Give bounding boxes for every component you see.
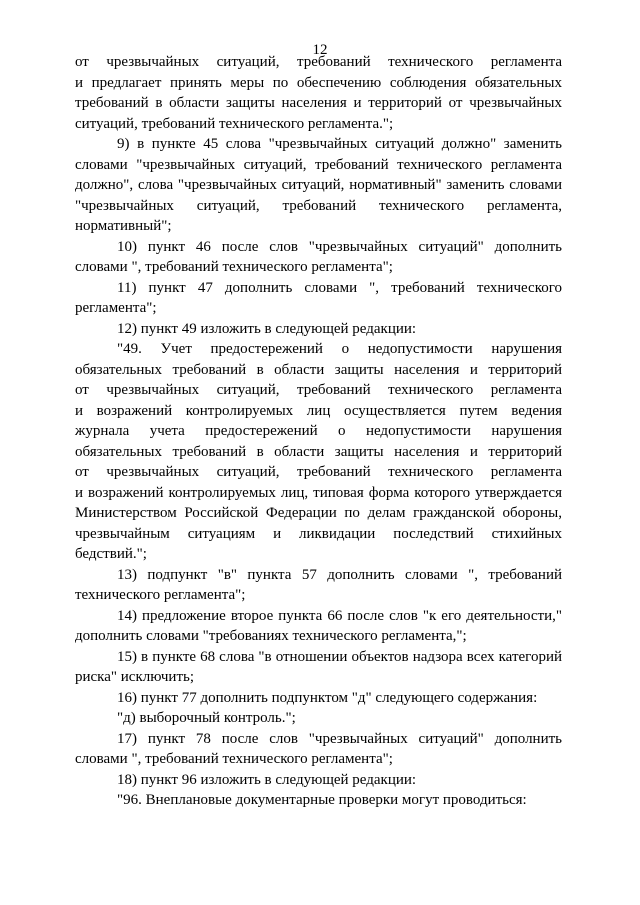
text-line: и возражений контролируемых лиц, типовая форма которого утверждается — [75, 484, 562, 501]
text-line: риска" исключить; — [75, 669, 195, 685]
text-line: ситуаций, требований технического регламента."; — [75, 115, 394, 132]
text-line: 17) пункт 78 после слов "чрезвычайных ситуаций" дополнить — [117, 730, 562, 747]
text-line: от чрезвычайных ситуаций, требований технического регламента — [75, 382, 562, 398]
text-line: технического регламента"; — [75, 587, 246, 603]
text-line: бедствий."; — [75, 546, 147, 562]
text-line: и возражений контролируемых лиц осуществляется путем ведения — [75, 402, 562, 419]
text-line: словами ", требований технического регламента"; — [75, 259, 393, 275]
text-line: "96. Внеплановые документарные проверки могут проводиться: — [117, 792, 527, 808]
text-line: 11) пункт 47 дополнить словами ", требований технического — [117, 279, 562, 296]
text-line: 13) подпункт "в" пункта 57 дополнить словами ", требований — [117, 566, 562, 583]
text-line: 10) пункт 46 после слов "чрезвычайных ситуаций" дополнить — [117, 238, 562, 255]
text-line: должно", слова "чрезвычайных ситуаций, нормативный" заменить словами — [75, 177, 562, 193]
text-line: словами ", требований технического регламента"; — [75, 751, 393, 767]
text-line: 18) пункт 96 изложить в следующей редакции: — [117, 771, 417, 788]
text-line: словами "чрезвычайных ситуаций, требований технического регламента — [75, 156, 562, 173]
text-line: обязательных требований в области защиты населения и территорий — [75, 361, 562, 378]
text-line: журнала учета предостережений о недопустимости нарушения — [75, 423, 562, 439]
text-line: "чрезвычайных ситуаций, требований технического регламента, — [75, 197, 562, 214]
page-number: 12 — [312, 42, 328, 58]
text-line: чрезвычайным ситуациям и ликвидации последствий стихийных — [75, 525, 562, 542]
text-line: дополнить словами "требованиях технического регламента,"; — [75, 628, 467, 644]
text-line: от чрезвычайных ситуаций, требований технического регламента — [75, 464, 562, 480]
text-line: 16) пункт 77 дополнить подпунктом "д" следующего содержания: — [117, 689, 538, 706]
text-line: и предлагает принять меры по обеспечению соблюдения обязательных — [75, 74, 562, 91]
text-line: Министерством Российской Федерации по делам гражданской обороны, — [75, 505, 562, 521]
text-line: 12) пункт 49 изложить в следующей редакции: — [117, 320, 417, 337]
document-body — [75, 52, 562, 811]
text-line: "49. Учет предостережений о недопустимости нарушения — [117, 341, 562, 357]
text-line: 9) в пункте 45 слова "чрезвычайных ситуаций должно" заменить — [117, 136, 562, 152]
text-line: регламента"; — [75, 300, 157, 316]
text-line: от чрезвычайных ситуаций, требований технического регламента — [75, 54, 562, 70]
text-line: обязательных требований в области защиты населения и территорий — [75, 443, 562, 460]
text-line: требований в области защиты населения и территорий от чрезвычайных — [75, 95, 562, 111]
text-line: 14) предложение второе пункта 66 после слов "к его деятельности," — [117, 607, 562, 624]
text-line: 15) в пункте 68 слова "в отношении объектов надзора всех категорий — [117, 648, 562, 665]
text-line: "д) выборочный контроль."; — [117, 710, 296, 726]
text-line: нормативный"; — [75, 218, 172, 234]
